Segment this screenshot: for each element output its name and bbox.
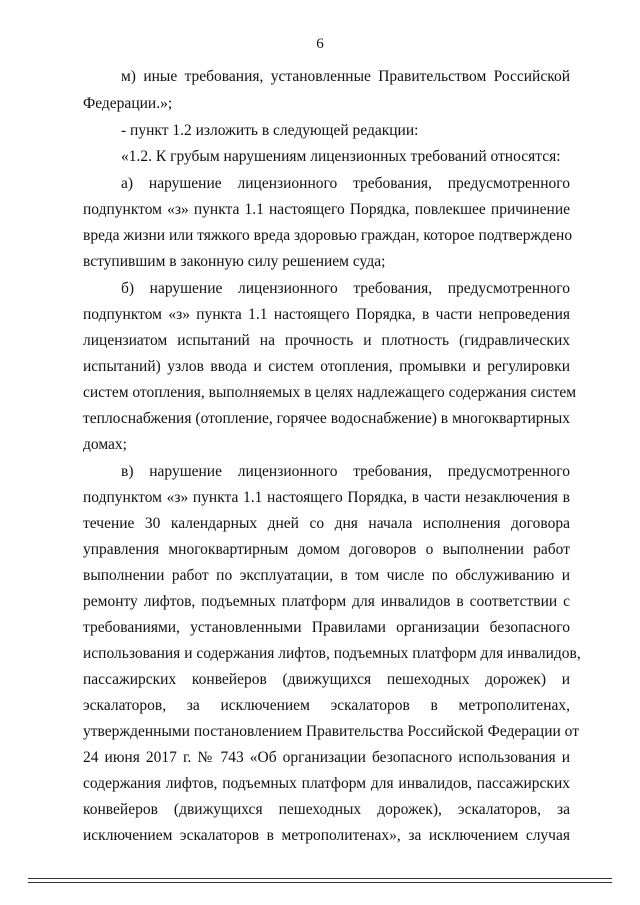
text-line: м) иные требования, установленные Правительством Российской xyxy=(121,68,570,85)
text-line: подпунктом «з» пункта 1.1 настоящего Порядка, в части незаключения в xyxy=(83,489,570,506)
text-line: в) нарушение лицензионного требования, предусмотренного xyxy=(121,463,570,480)
text-line: «1.2. К грубым нарушениям лицензионных требований относятся: xyxy=(121,148,561,165)
text-line: вступившим в законную силу решением суда; xyxy=(83,253,386,270)
text-line: течение 30 календарных дней со дня начала исполнения договора xyxy=(83,515,570,532)
footer-rule xyxy=(28,878,612,879)
text-line: теплоснабжения (отопление, горячее водоснабжение) в многоквартирных xyxy=(83,410,570,427)
text-line: подпунктом «з» пункта 1.1 настоящего Порядка, повлекшее причинение xyxy=(83,201,570,218)
page-number: 6 xyxy=(316,36,324,52)
text-line: - пункт 1.2 изложить в следующей редакции: xyxy=(121,122,419,139)
text-line: использования и содержания лифтов, подъемных платформ для инвалидов, xyxy=(83,645,581,662)
text-line: подпунктом «з» пункта 1.1 настоящего Порядка, в части непроведения xyxy=(83,306,570,323)
text-line: Федерации.»; xyxy=(83,95,173,112)
text-line: конвейеров (движущихся пешеходных дорожек), эскалаторов, за xyxy=(83,801,570,818)
text-line: ремонту лифтов, подъемных платформ для инвалидов в соответствии с xyxy=(83,593,570,610)
text-line: выполнении работ по эксплуатации, в том числе по обслуживанию и xyxy=(83,567,570,584)
text-line: исключением эскалаторов в метрополитенах», за исключением случая xyxy=(83,827,570,844)
text-line: управления многоквартирным домом договоров о выполнении работ xyxy=(83,541,570,558)
text-line: утвержденными постановлением Правительства Российской Федерации от xyxy=(83,723,579,740)
text-line: содержания лифтов, подъемных платформ для инвалидов, пассажирских xyxy=(83,775,570,792)
text-line: вреда жизни или тяжкого вреда здоровью граждан, которое подтверждено xyxy=(83,227,573,244)
text-line: испытаний) узлов ввода и систем отопления, промывки и регулировки xyxy=(83,358,570,375)
text-line: б) нарушение лицензионного требования, предусмотренного xyxy=(121,280,570,297)
text-line: домах; xyxy=(83,436,127,453)
text-line: пассажирских конвейеров (движущихся пешеходных дорожек) и xyxy=(83,671,570,688)
text-line: эскалаторов, за исключением эскалаторов в метрополитенах, xyxy=(83,697,570,714)
text-line: лицензиатом испытаний на прочность и плотность (гидравлических xyxy=(83,332,570,349)
text-line: а) нарушение лицензионного требования, предусмотренного xyxy=(121,175,570,192)
footer-rule xyxy=(28,882,612,883)
text-line: 24 июня 2017 г. № 743 «Об организации безопасного использования и xyxy=(83,749,570,766)
text-line: требованиями, установленными Правилами организации безопасного xyxy=(83,619,570,636)
text-line: систем отопления, выполняемых в целях надлежащего содержания систем xyxy=(83,384,577,401)
